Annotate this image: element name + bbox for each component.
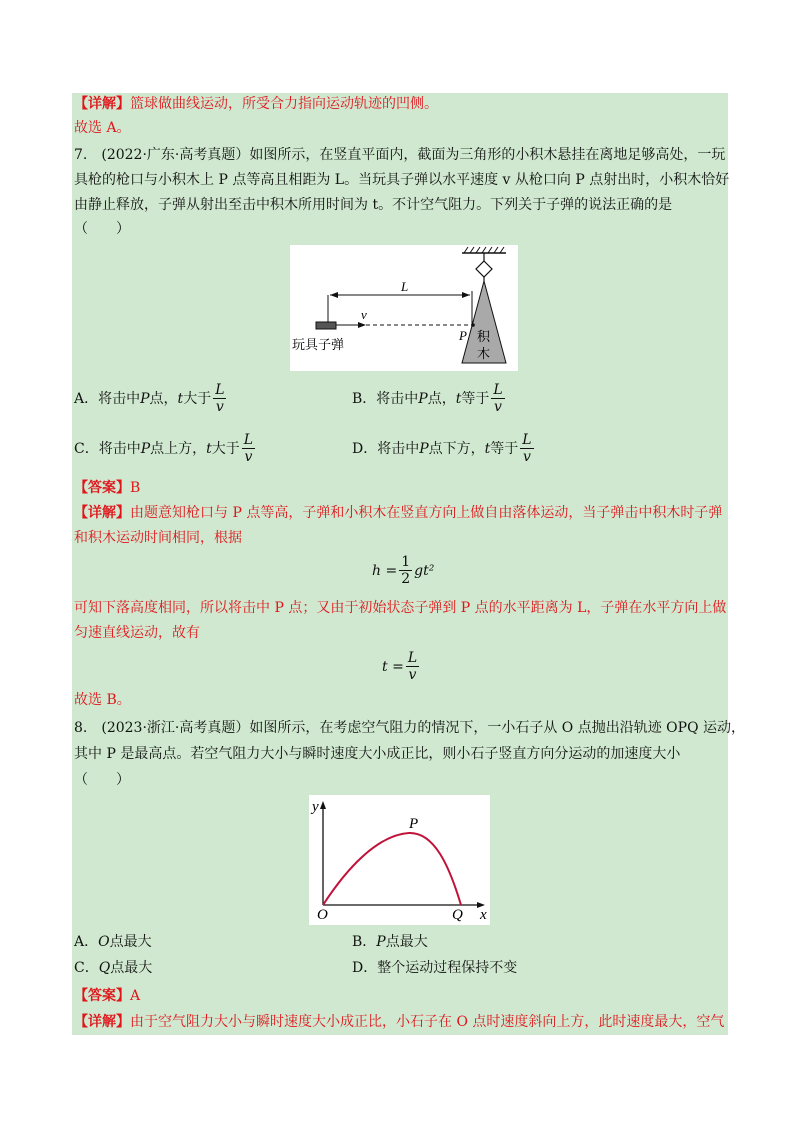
q8-answer-line bbox=[74, 986, 140, 1006]
option-prefix: C．将击中 bbox=[74, 440, 141, 457]
option-prefix: A．将击中 bbox=[74, 390, 141, 407]
option-prefix: D．将击中 bbox=[352, 440, 420, 457]
q8-option-d bbox=[352, 958, 517, 978]
option-rel: 大于 bbox=[183, 390, 212, 407]
q8-stem-line1: 8. (2023·浙江·高考真题）如图所示，在考虑空气阻力的情况下，一小石子从 O 点抛出沿轨迹 OPQ 运动， bbox=[74, 720, 745, 736]
fraction-num: L bbox=[493, 382, 503, 398]
option-point: P bbox=[418, 390, 428, 407]
q7-choose: 故选 B。 bbox=[74, 692, 131, 708]
option-text: 整个运动过程保持不变 bbox=[377, 960, 518, 976]
q7-stem-line3: 由静止释放，子弹从射出至击中积木所用时间为 t。不计空气阻力。下列关于子弹的说法正确的是 bbox=[74, 197, 673, 213]
option-point: O bbox=[98, 934, 110, 950]
detail-tag: 【详解】 bbox=[74, 1014, 130, 1030]
q8-paren: （ ） bbox=[74, 772, 130, 788]
option-t: t bbox=[206, 440, 212, 457]
option-t: t bbox=[177, 390, 184, 407]
P-label: P bbox=[459, 328, 467, 343]
formula-lhs: h = bbox=[372, 562, 398, 579]
formula-t bbox=[382, 650, 421, 683]
q8-option-b bbox=[352, 932, 428, 952]
P-label: P bbox=[409, 816, 419, 832]
fraction-den: v bbox=[522, 449, 531, 465]
q7-detail-line1 bbox=[74, 503, 722, 523]
option-label: A． bbox=[74, 934, 99, 950]
q6-choose: 故选 A。 bbox=[74, 120, 131, 136]
option-text: 点最大 bbox=[385, 934, 428, 950]
option-mid: 点下方， bbox=[428, 440, 485, 457]
answer-tag: 【答案】 bbox=[74, 480, 130, 496]
fraction-num: L bbox=[522, 432, 532, 448]
option-label: B． bbox=[352, 934, 377, 950]
option-t: t bbox=[484, 440, 491, 457]
fraction-num: L bbox=[243, 432, 254, 448]
formula-lhs: t = bbox=[382, 658, 404, 675]
option-rel: 等于 bbox=[461, 390, 490, 407]
option-fraction bbox=[213, 382, 226, 415]
option-label: C． bbox=[74, 960, 99, 976]
q8-stem-line2: 其中 P 是最高点。若空气阻力大小与瞬时速度大小成正比，则小石子竖直方向分运动的加速度大小 bbox=[74, 746, 681, 762]
q8-detail-line1 bbox=[74, 1012, 724, 1032]
formula-rhs: gt² bbox=[414, 562, 435, 579]
q7-option-c bbox=[74, 432, 257, 465]
fraction-den: 2 bbox=[401, 571, 411, 587]
option-text: 点最大 bbox=[109, 934, 152, 950]
q7-option-a bbox=[74, 382, 228, 415]
option-rel: 等于 bbox=[490, 440, 519, 457]
option-fraction bbox=[491, 382, 504, 415]
Q-label: Q bbox=[452, 907, 463, 923]
option-mid: 点， bbox=[427, 390, 456, 407]
formula-fraction bbox=[406, 650, 419, 683]
q7-option-b bbox=[352, 382, 507, 415]
fraction-num: L bbox=[407, 650, 418, 666]
q7-detail-line4: 匀速直线运动，故有 bbox=[74, 625, 200, 641]
q7-paren: （ ） bbox=[74, 221, 130, 237]
O-label: O bbox=[317, 907, 328, 923]
formula-fraction bbox=[399, 554, 412, 587]
q7-option-d bbox=[352, 432, 536, 465]
answer-value: B bbox=[130, 480, 141, 496]
option-rel: 大于 bbox=[211, 440, 240, 457]
q8-figure bbox=[309, 795, 490, 925]
option-point: P bbox=[140, 440, 151, 457]
q7-detail-line2: 和积木运动时间相同，根据 bbox=[74, 530, 242, 546]
option-text: 点最大 bbox=[110, 960, 153, 976]
fraction-den: v bbox=[215, 399, 224, 415]
block-label-1: 积 bbox=[477, 330, 491, 345]
y-axis-label: y bbox=[312, 799, 319, 815]
q7-diagram bbox=[290, 245, 518, 371]
L-label: L bbox=[401, 279, 409, 294]
option-fraction bbox=[242, 432, 255, 465]
option-point: P bbox=[140, 390, 150, 407]
detail-tag: 【详解】 bbox=[74, 505, 130, 521]
answer-tag: 【答案】 bbox=[74, 988, 130, 1004]
trajectory-diagram bbox=[309, 795, 490, 925]
option-fraction bbox=[520, 432, 533, 465]
option-point: Q bbox=[98, 960, 111, 976]
option-point: P bbox=[376, 934, 386, 950]
option-prefix: B．将击中 bbox=[352, 390, 419, 407]
detail-text: 由题意知枪口与 P 点等高，子弹和小积木在竖直方向上做自由落体运动，当子弹击中积木时子弹 bbox=[130, 505, 723, 521]
x-axis-label: x bbox=[480, 907, 487, 923]
fraction-num: L bbox=[215, 382, 225, 398]
option-t: t bbox=[455, 390, 462, 407]
q8-option-c bbox=[74, 958, 152, 978]
fraction-den: v bbox=[494, 399, 502, 415]
option-point: P bbox=[419, 440, 429, 457]
q7-stem-line2: 具枪的枪口与小积木上 P 点等高且相距为 L。当玩具子弹以水平速度 v 从枪口向 P 点射出时，小积木恰好 bbox=[74, 172, 730, 188]
q7-figure bbox=[290, 245, 518, 371]
fraction-den: v bbox=[408, 667, 417, 683]
detail-tag: 【详解】 bbox=[74, 96, 130, 112]
q7-stem-line1: 7. (2022·广东·高考真题）如图所示，在竖直平面内，截面为三角形的小积木悬挂在离地足够高处，一玩 bbox=[74, 147, 726, 163]
option-mid: 点， bbox=[149, 390, 178, 407]
formula-h bbox=[372, 554, 434, 587]
option-mid: 点上方， bbox=[150, 440, 207, 457]
detail-text: 由于空气阻力大小与瞬时速度大小成正比，小石子在 O 点时速度斜向上方，此时速度最大，空气 bbox=[130, 1014, 725, 1030]
q6-detail-line bbox=[74, 94, 438, 114]
v-label: v bbox=[361, 307, 367, 322]
fraction-den: v bbox=[244, 449, 253, 465]
option-label: D． bbox=[352, 960, 378, 976]
bullet-label: 玩具子弹 bbox=[292, 338, 345, 353]
fraction-num: 1 bbox=[401, 554, 411, 570]
block-label-2: 木 bbox=[477, 347, 491, 362]
q8-option-a bbox=[74, 932, 152, 952]
detail-text: 篮球做曲线运动，所受合力指向运动轨迹的凹侧。 bbox=[130, 96, 438, 112]
answer-value: A bbox=[130, 988, 141, 1004]
q7-answer-line bbox=[74, 478, 140, 498]
q7-detail-line3: 可知下落高度相同，所以将击中 P 点；又由于初始状态子弹到 P 点的水平距离为 L，子弹在水平方向上做 bbox=[74, 600, 727, 616]
